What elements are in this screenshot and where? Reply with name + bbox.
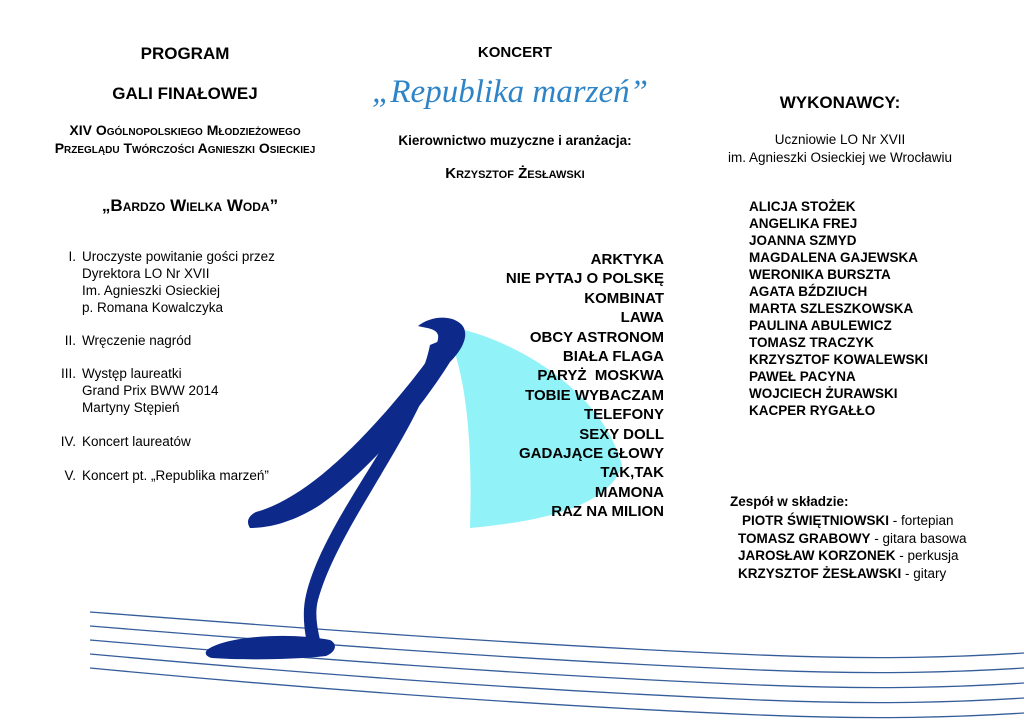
festival-name-line1: XIV Ogólnopolskiego Młodzieżowego xyxy=(69,122,301,138)
program-item-number: V. xyxy=(64,468,76,483)
performer-name: KACPER RYGAŁŁO xyxy=(749,403,876,418)
program-item-text xyxy=(82,365,219,416)
program-item-line: Koncert laureatów xyxy=(82,434,191,449)
band-member-name: KRZYSZTOF ŻESŁAWSKI xyxy=(738,565,902,581)
performer-name: PAWEŁ PACYNA xyxy=(749,369,856,384)
band-list xyxy=(738,512,967,582)
program-item-number: III. xyxy=(60,366,76,381)
song-item: TELEFONY xyxy=(583,406,664,424)
program-item-1 xyxy=(48,248,318,316)
program-item-line: Martyny Stępień xyxy=(82,400,180,415)
band-member xyxy=(738,512,967,530)
program-item-3 xyxy=(48,365,318,416)
performers-title: WYKONAWCY: xyxy=(779,93,901,112)
performer-name: KRZYSZTOF KOWALEWSKI xyxy=(749,352,928,367)
song-item: GADAJĄCE GŁOWY xyxy=(518,445,664,463)
program-item-line: Koncert pt. „Republika marzeń” xyxy=(82,468,269,483)
program-item-line: p. Romana Kowalczyka xyxy=(82,300,224,315)
band-member-role: - fortepian xyxy=(889,513,954,528)
program-item-5 xyxy=(48,467,318,484)
band-member-name: JAROSŁAW KORZONEK xyxy=(738,548,896,563)
music-direction-label: Kierownictwo muzyczne i aranżacja: xyxy=(398,133,632,148)
song-item: MAMONA xyxy=(594,483,664,501)
program-item-line: Wręczenie nagród xyxy=(82,333,192,348)
program-item-text xyxy=(82,248,275,316)
performer-name: ANGELIKA FREJ xyxy=(749,216,858,231)
program-item-number: IV. xyxy=(60,434,76,449)
song-item: SEXY DOLL xyxy=(579,425,664,443)
performer-name: WERONIKA BURSZTA xyxy=(749,267,891,282)
song-item: TOBIE WYBACZAM xyxy=(525,386,664,404)
band-member-role: - perkusja xyxy=(895,548,959,563)
band-member-role: - gitary xyxy=(901,565,947,581)
festival-theme-title: „Bardzo Wielka Woda” xyxy=(101,196,279,215)
band-member-role: - gitara basowa xyxy=(870,530,967,546)
band-member-name: TOMASZ GRABOWY xyxy=(738,530,871,546)
program-item-text xyxy=(82,467,269,484)
band-member xyxy=(738,530,967,548)
performer-name: MAGDALENA GAJEWSKA xyxy=(749,250,919,265)
program-item-4 xyxy=(48,433,318,450)
performer-name: AGATA BŹDZIUCH xyxy=(749,284,868,299)
song-item: NIE PYTAJ O POLSKĘ xyxy=(505,270,664,288)
song-item: KOMBINAT xyxy=(584,289,664,307)
band-member-name: PIOTR ŚWIĘTNIOWSKI xyxy=(742,513,889,528)
school-line2: im. Agnieszki Osieckiej we Wrocławiu xyxy=(727,150,953,165)
school-line1: Uczniowie LO Nr XVII xyxy=(774,132,906,147)
staff-lines xyxy=(90,612,1024,718)
song-item: LAWA xyxy=(620,309,664,327)
performer-name: ALICJA STOŻEK xyxy=(749,199,856,214)
program-item-line: Występ laureatki xyxy=(82,366,182,381)
program-item-number: I. xyxy=(68,249,76,264)
program-item-line: Uroczyste powitanie gości przez xyxy=(82,249,275,264)
song-item: TAK,TAK xyxy=(600,464,664,482)
band-title: Zespół w składzie: xyxy=(730,494,849,509)
program-item-line: Dyrektora LO Nr XVII xyxy=(82,266,210,281)
performer-list xyxy=(749,198,928,419)
program-item-text xyxy=(82,332,191,349)
program-item-number: II. xyxy=(64,333,76,348)
concert-label: KONCERT xyxy=(477,44,553,61)
note-head xyxy=(206,636,335,659)
song-item: PARYŻ MOSKWA xyxy=(537,367,664,385)
gala-title: GALI FINAŁOWEJ xyxy=(112,84,258,103)
performer-name: MARTA SZLESZKOWSKA xyxy=(749,301,914,316)
festival-name-line2: Przeglądu Twórczości Agnieszki Osieckiej xyxy=(54,140,316,156)
performer-name: WOJCIECH ŻURAWSKI xyxy=(749,386,898,401)
song-item: BIAŁA FLAGA xyxy=(562,348,664,366)
performer-name: PAULINA ABULEWICZ xyxy=(749,318,892,333)
band-member xyxy=(738,547,967,565)
program-item-text xyxy=(82,433,191,450)
song-list xyxy=(506,250,664,522)
music-director-name: Krzysztof Żesławski xyxy=(445,165,585,182)
program-item-2 xyxy=(48,332,318,349)
song-item: RAZ NA MILION xyxy=(551,503,664,521)
concert-title: „Republika marzeń” xyxy=(372,74,648,110)
performer-name: JOANNA SZMYD xyxy=(749,233,857,248)
song-item: ARKTYKA xyxy=(590,251,664,268)
performer-name: TOMASZ TRACZYK xyxy=(749,335,874,350)
song-item: OBCY ASTRONOM xyxy=(529,328,664,346)
program-title: PROGRAM xyxy=(140,44,230,63)
program-item-line: Im. Agnieszki Osieckiej xyxy=(82,283,221,298)
band-member xyxy=(738,565,967,583)
program-item-line: Grand Prix BWW 2014 xyxy=(82,383,219,398)
